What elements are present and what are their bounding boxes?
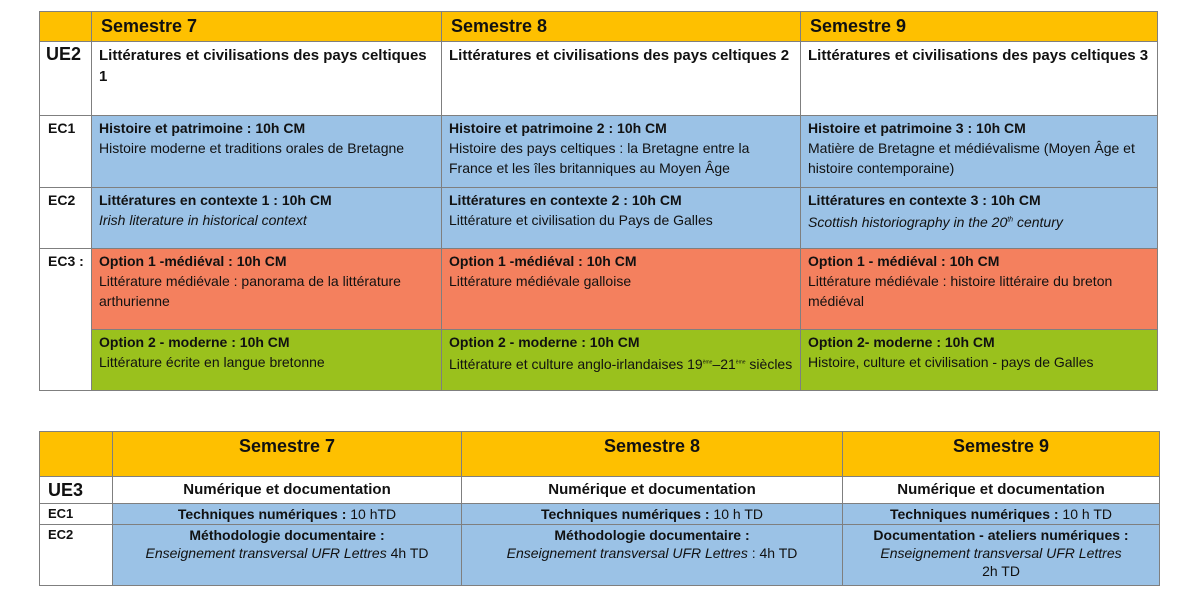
ec3-opt2-s7-title: Option 2 - moderne : 10h CM	[99, 334, 290, 350]
ec2-s7-title: Littératures en contexte 1 : 10h CM	[99, 192, 332, 208]
ec3-opt1-s9-title: Option 1 - médiéval : 10h CM	[808, 253, 1000, 269]
ec1-s7-text: Histoire moderne et traditions orales de Bretagne	[99, 140, 405, 156]
ec3-opt2-s7-text: Littérature écrite en langue bretonne	[99, 354, 325, 370]
ue3-title-s8: Numérique et documentation	[462, 477, 843, 504]
ue2-title-s7: Littératures et civilisations des pays celtiques 1	[92, 42, 442, 116]
ue3-table	[39, 431, 1160, 586]
ue2-title-s8: Littératures et civilisations des pays celtiques 2	[442, 42, 801, 116]
ec1-s8-text: Histoire des pays celtiques : la Bretagne entre la France et les îles britanniques au Moyen Âge	[449, 140, 750, 176]
header2-semestre-9: Semestre 9	[843, 432, 1160, 477]
ue2-label: UE2	[40, 42, 92, 116]
ec1-s7-cell	[92, 116, 442, 188]
ue3-label: UE3	[40, 477, 113, 504]
ec3-opt2-s8-title: Option 2 - moderne : 10h CM	[449, 334, 640, 350]
ec2-s9-text: Scottish historiography in the 20th century	[808, 213, 1063, 230]
ec3-opt1-s7-cell	[92, 249, 442, 330]
ec3-opt2-s8-cell	[442, 330, 801, 391]
header-semestre-8: Semestre 8	[442, 12, 801, 42]
ec3-opt1-s8-text: Littérature médiévale galloise	[449, 273, 632, 289]
ec3-opt1-s9-text: Littérature médiévale : histoire littéraire du breton médiéval	[808, 273, 1113, 309]
ec2-s8-cell	[442, 188, 801, 249]
ec1-s8-cell	[442, 116, 801, 188]
ec1-s7-title: Histoire et patrimoine : 10h CM	[99, 120, 306, 136]
corner-cell-2	[40, 432, 113, 477]
ue3-title-s7: Numérique et documentation	[113, 477, 462, 504]
ue3-ec2-s9: Documentation - ateliers numériques : Enseignement transversal UFR Lettres 2h TD	[843, 525, 1160, 586]
ue3-title-s9: Numérique et documentation	[843, 477, 1160, 504]
corner-cell	[40, 12, 92, 42]
ec3-opt2-s8-text: Littérature et culture anglo-irlandaises 19ème–21ème siècles	[449, 355, 793, 372]
ec1-s8-title: Histoire et patrimoine 2 : 10h CM	[449, 120, 667, 136]
ec3-opt2-s9-cell	[801, 330, 1158, 391]
ue3-ec2-s8: Méthodologie documentaire : Enseignement transversal UFR Lettres : 4h TD	[462, 525, 843, 586]
ec3-opt1-s8-cell	[442, 249, 801, 330]
header-semestre-7: Semestre 7	[92, 12, 442, 42]
header2-semestre-8: Semestre 8	[462, 432, 843, 477]
ue3-ec2-s7: Méthodologie documentaire : Enseignement transversal UFR Lettres 4h TD	[113, 525, 462, 586]
ue2-table	[39, 11, 1158, 391]
ec2-s7-cell	[92, 188, 442, 249]
ec1-s9-title: Histoire et patrimoine 3 : 10h CM	[808, 120, 1026, 136]
ec2-s9-cell	[801, 188, 1158, 249]
ec1-s9-cell	[801, 116, 1158, 188]
ue3-ec1-label: EC1	[40, 504, 113, 525]
ec3-opt2-s9-text: Histoire, culture et civilisation - pays de Galles	[808, 354, 1094, 370]
ec3-opt1-s8-title: Option 1 -médiéval : 10h CM	[449, 253, 637, 269]
ue3-ec2-label: EC2	[40, 525, 113, 586]
ue2-title-s9: Littératures et civilisations des pays celtiques 3	[801, 42, 1158, 116]
ue3-ec1-s9: Techniques numériques : 10 h TD	[843, 504, 1160, 525]
ec2-s8-title: Littératures en contexte 2 : 10h CM	[449, 192, 682, 208]
header-semestre-9: Semestre 9	[801, 12, 1158, 42]
ec3-opt2-s7-cell	[92, 330, 442, 391]
ec3-opt1-s7-text: Littérature médiévale : panorama de la littérature arthurienne	[99, 273, 401, 309]
ec3-opt1-s9-cell	[801, 249, 1158, 330]
ec3-opt1-s7-title: Option 1 -médiéval : 10h CM	[99, 253, 287, 269]
ec1-label: EC1	[40, 116, 92, 188]
ec1-s9-text: Matière de Bretagne et médiévalisme (Moyen Âge et histoire contemporaine)	[808, 140, 1135, 176]
ec3-label: EC3 :	[40, 249, 92, 391]
ue3-ec1-s7: Techniques numériques : 10 hTD	[113, 504, 462, 525]
ec2-s8-text: Littérature et civilisation du Pays de Galles	[449, 212, 713, 228]
header2-semestre-7: Semestre 7	[113, 432, 462, 477]
ec3-opt2-s9-title: Option 2- moderne : 10h CM	[808, 334, 995, 350]
ec2-label: EC2	[40, 188, 92, 249]
ec2-s7-text: Irish literature in historical context	[99, 212, 307, 228]
ue3-ec1-s8: Techniques numériques : 10 h TD	[462, 504, 843, 525]
ec2-s9-title: Littératures en contexte 3 : 10h CM	[808, 192, 1041, 208]
